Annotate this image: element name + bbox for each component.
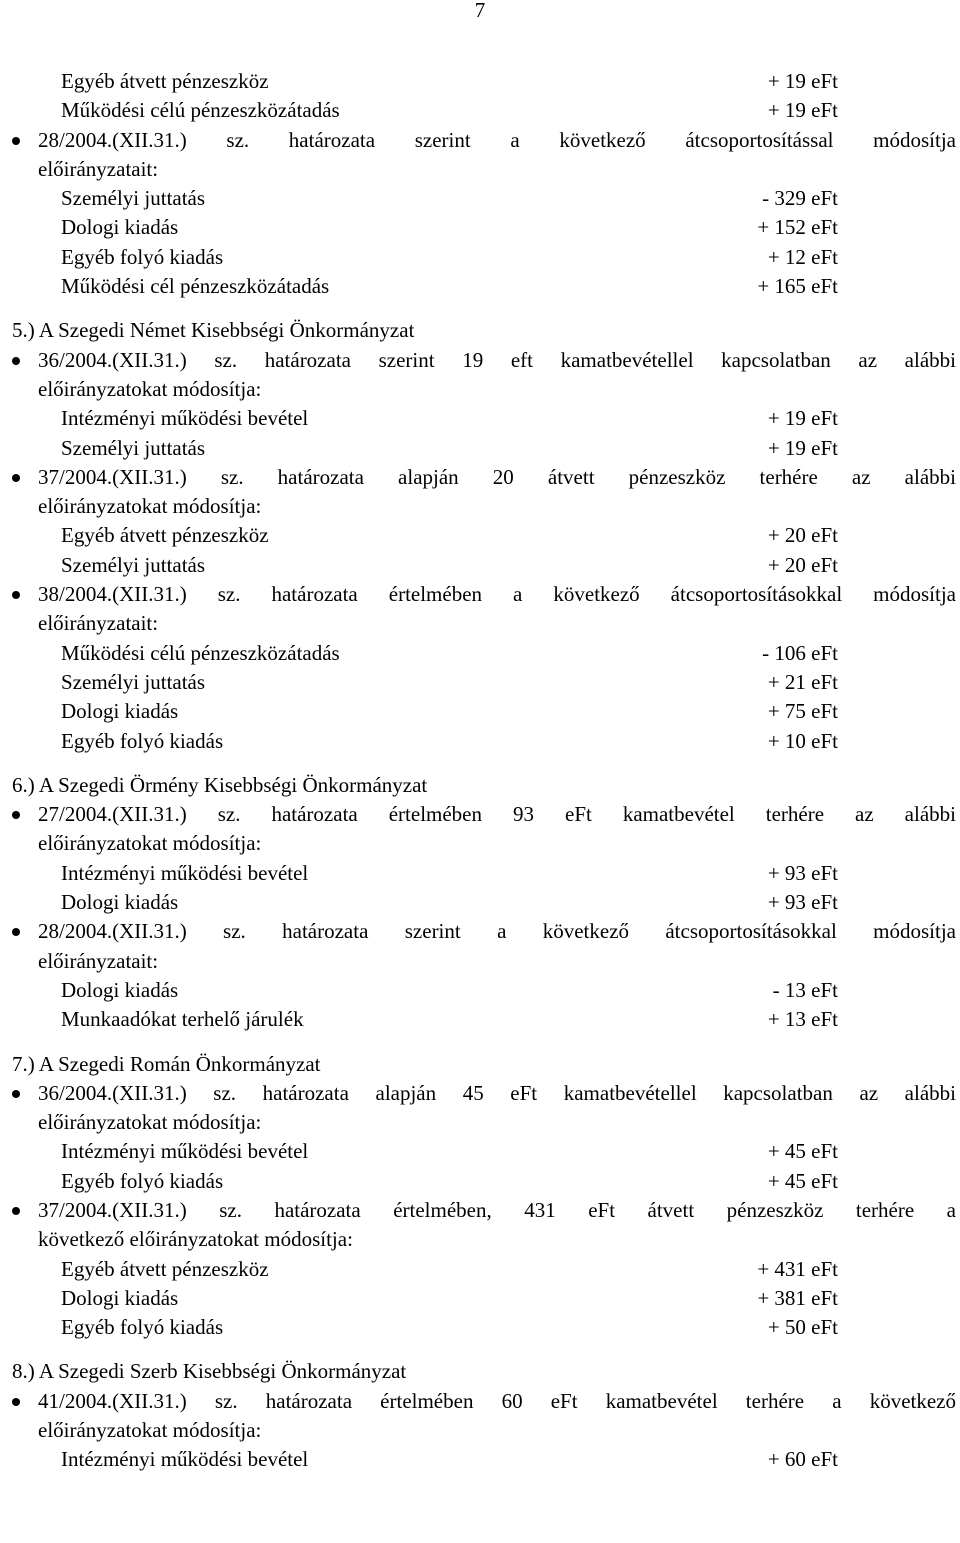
budget-line-amount: + 431 eFt	[757, 1256, 838, 1281]
budget-line	[12, 213, 956, 242]
bullet-icon	[12, 357, 20, 365]
budget-line-amount: + 19 eFt	[767, 406, 838, 431]
resolution-text-continuation: előirányzatokat módosítja:	[38, 831, 262, 856]
budget-line-label: Működési célú pénzeszközátadás	[61, 640, 340, 665]
budget-line	[12, 521, 956, 550]
budget-line-label: Intézményi működési bevétel	[61, 860, 309, 885]
budget-line	[12, 697, 956, 726]
resolution-text: 38/2004.(XII.31.) sz. határozata értelmében a következő átcsoportosításokkal módosítja	[38, 582, 956, 607]
budget-line-label: Személyi juttatás	[61, 669, 206, 694]
budget-line-amount: - 106 eFt	[762, 640, 838, 665]
bullet-icon	[12, 474, 20, 482]
budget-line-label: Működési cél pénzeszközátadás	[61, 274, 330, 299]
budget-line-label: Dologi kiadás	[61, 977, 179, 1002]
resolution-text: 37/2004.(XII.31.) sz. határozata alapján 20 átvett pénzeszköz terhére az alábbi	[38, 464, 956, 489]
budget-line-amount: + 19 eFt	[767, 435, 838, 460]
resolution-text-continuation: előirányzatokat módosítja:	[38, 376, 262, 401]
budget-line	[12, 639, 956, 668]
budget-line-label: Intézményi működési bevétel	[61, 1139, 309, 1164]
section-heading: 5.) A Szegedi Német Kisebbségi Önkormányzat	[12, 318, 415, 343]
budget-line	[12, 727, 956, 756]
budget-line-amount: + 10 eFt	[767, 728, 838, 753]
budget-line	[12, 1445, 956, 1474]
resolution-bullet	[12, 580, 956, 609]
budget-line	[12, 1137, 956, 1166]
bullet-icon	[12, 1207, 20, 1215]
budget-line-label: Dologi kiadás	[61, 699, 179, 724]
budget-line	[12, 551, 956, 580]
resolution-bullet	[12, 800, 956, 829]
section-heading: 7.) A Szegedi Román Önkormányzat	[12, 1051, 321, 1076]
bullet-icon	[12, 1090, 20, 1098]
resolution-bullet	[12, 1196, 956, 1225]
resolution-text: 36/2004.(XII.31.) sz. határozata szerint 19 eft kamatbevétellel kapcsolatban az alábbi	[38, 347, 956, 372]
budget-line-amount: + 75 eFt	[767, 699, 838, 724]
budget-line-label: Egyéb átvett pénzeszköz	[61, 523, 269, 548]
budget-line-label: Dologi kiadás	[61, 215, 179, 240]
resolution-text: 41/2004.(XII.31.) sz. határozata értelmében 60 eFt kamatbevétel terhére a következő	[38, 1388, 956, 1413]
page-number: 7	[474, 0, 486, 22]
bullet-icon	[12, 1398, 20, 1406]
budget-line	[12, 888, 956, 917]
resolution-bullet	[12, 1079, 956, 1108]
resolution-bullet	[12, 463, 956, 492]
budget-line-label: Működési célú pénzeszközátadás	[61, 98, 340, 123]
budget-line-amount: + 20 eFt	[767, 552, 838, 577]
resolution-text-continuation: előirányzatait:	[38, 948, 159, 973]
budget-line-amount: + 93 eFt	[767, 860, 838, 885]
budget-line-amount: + 19 eFt	[767, 98, 838, 123]
budget-line	[12, 859, 956, 888]
budget-line-amount: + 45 eFt	[767, 1139, 838, 1164]
budget-line	[12, 668, 956, 697]
budget-line	[12, 243, 956, 272]
resolution-text-continuation: következő előirányzatokat módosítja:	[38, 1227, 353, 1252]
budget-line-amount: + 50 eFt	[767, 1315, 838, 1340]
resolution-text-continuation: előirányzatokat módosítja:	[38, 494, 262, 519]
budget-line-amount: + 152 eFt	[757, 215, 838, 240]
budget-line-amount: + 381 eFt	[757, 1285, 838, 1310]
resolution-bullet	[12, 1387, 956, 1416]
budget-line-label: Intézményi működési bevétel	[61, 406, 309, 431]
budget-line	[12, 1313, 956, 1342]
resolution-bullet	[12, 346, 956, 375]
budget-line-amount: - 13 eFt	[772, 977, 838, 1002]
section-heading: 8.) A Szegedi Szerb Kisebbségi Önkormányzat	[12, 1359, 407, 1384]
resolution-bullet	[12, 126, 956, 155]
budget-line-amount: - 329 eFt	[762, 186, 838, 211]
bullet-icon	[12, 137, 20, 145]
budget-line	[12, 976, 956, 1005]
budget-line	[12, 184, 956, 213]
budget-line-label: Egyéb folyó kiadás	[61, 244, 224, 269]
budget-line-label: Személyi juttatás	[61, 552, 206, 577]
budget-line-amount: + 93 eFt	[767, 890, 838, 915]
resolution-text: 37/2004.(XII.31.) sz. határozata értelmében, 431 eFt átvett pénzeszköz terhére a	[38, 1197, 956, 1222]
resolution-text-continuation: előirányzatait:	[38, 611, 159, 636]
budget-line	[12, 1255, 956, 1284]
budget-line-amount: + 45 eFt	[767, 1168, 838, 1193]
budget-line-label: Személyi juttatás	[61, 435, 206, 460]
resolution-text-continuation: előirányzatait:	[38, 156, 159, 181]
budget-line	[12, 1284, 956, 1313]
resolution-bullet	[12, 917, 956, 946]
resolution-text: 28/2004.(XII.31.) sz. határozata szerint a következő átcsoportosítással módosítja	[38, 127, 956, 152]
budget-line-label: Személyi juttatás	[61, 186, 206, 211]
budget-line-amount: + 13 eFt	[767, 1007, 838, 1032]
bullet-icon	[12, 811, 20, 819]
budget-line-amount: + 19 eFt	[767, 69, 838, 93]
budget-line-label: Egyéb folyó kiadás	[61, 728, 224, 753]
budget-line	[12, 272, 956, 301]
budget-line-amount: + 60 eFt	[767, 1447, 838, 1472]
budget-line-label: Egyéb átvett pénzeszköz	[61, 1256, 269, 1281]
bullet-icon	[12, 928, 20, 936]
budget-line	[12, 1167, 956, 1196]
budget-line-label: Intézményi működési bevétel	[61, 1447, 309, 1472]
budget-line-amount: + 12 eFt	[767, 244, 838, 269]
budget-line-label: Dologi kiadás	[61, 1285, 179, 1310]
budget-line-label: Munkaadókat terhelő járulék	[61, 1007, 304, 1032]
resolution-text-continuation: előirányzatokat módosítja:	[38, 1110, 262, 1135]
budget-line	[12, 434, 956, 463]
document-body	[12, 67, 956, 1475]
bullet-icon	[12, 591, 20, 599]
resolution-text: 28/2004.(XII.31.) sz. határozata szerint a következő átcsoportosításokkal módosítja	[38, 919, 956, 944]
budget-line-amount: + 21 eFt	[767, 669, 838, 694]
resolution-text: 27/2004.(XII.31.) sz. határozata értelmében 93 eFt kamatbevétel terhére az alábbi	[38, 802, 956, 827]
budget-line	[12, 67, 956, 96]
section-heading: 6.) A Szegedi Örmény Kisebbségi Önkormányzat	[12, 772, 428, 797]
budget-line	[12, 96, 956, 125]
budget-line	[12, 1005, 956, 1034]
budget-line-amount: + 20 eFt	[767, 523, 838, 548]
resolution-text-continuation: előirányzatokat módosítja:	[38, 1418, 262, 1443]
resolution-text: 36/2004.(XII.31.) sz. határozata alapján 45 eFt kamatbevétellel kapcsolatban az alábbi	[38, 1080, 956, 1105]
budget-line-label: Egyéb átvett pénzeszköz	[61, 69, 269, 93]
budget-line-label: Egyéb folyó kiadás	[61, 1168, 224, 1193]
budget-line-label: Dologi kiadás	[61, 890, 179, 915]
budget-line	[12, 404, 956, 433]
budget-line-amount: + 165 eFt	[757, 274, 838, 299]
budget-line-label: Egyéb folyó kiadás	[61, 1315, 224, 1340]
